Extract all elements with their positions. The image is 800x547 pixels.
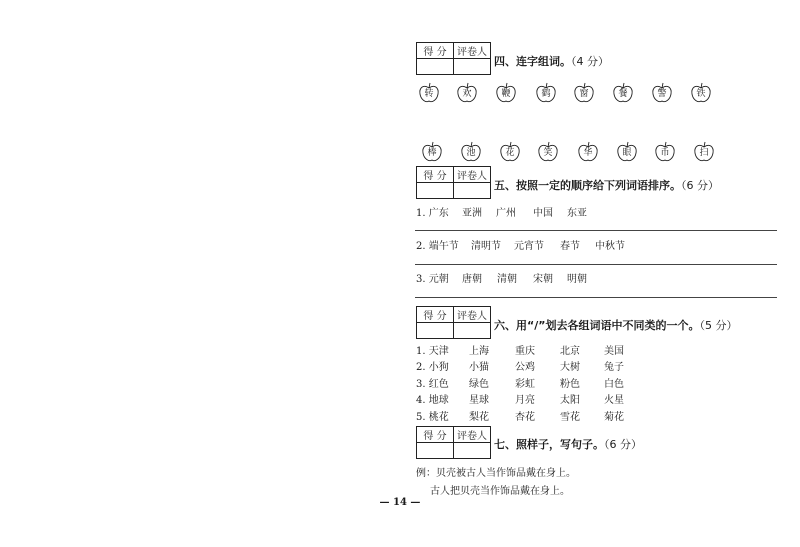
apple-char[interactable]: [418, 82, 440, 104]
word[interactable]: 月亮: [515, 395, 535, 406]
apple-char-text: 池: [466, 148, 476, 158]
apple-char-text: 铁: [696, 89, 706, 99]
word[interactable]: 火星: [604, 395, 624, 406]
example-sentence-1: 例：贝壳被古人当作饰品戴在身上。: [416, 468, 576, 479]
word[interactable]: 上海: [469, 346, 489, 357]
section-4-points: （4 分）: [571, 55, 609, 68]
section-7-heading: 七、照样子，写句子。: [494, 438, 604, 451]
apple-char-text: 眼: [622, 148, 632, 158]
word[interactable]: 菊花: [604, 412, 624, 423]
apple-char-text: 鹤: [541, 89, 551, 99]
grader-label: 评卷人: [454, 427, 491, 443]
apple-char-text: 花: [505, 148, 515, 158]
word: 亚洲: [462, 208, 482, 219]
word[interactable]: 2. 小狗: [416, 362, 449, 373]
apple-char[interactable]: [460, 141, 482, 163]
apple-char-text: 餐: [618, 89, 628, 99]
section-4-heading: 四、连字组词。: [494, 55, 571, 68]
example-sentence-2: 古人把贝壳当作饰品戴在身上。: [430, 486, 570, 497]
score-box: [416, 42, 491, 75]
score-label: 得 分: [417, 167, 454, 183]
word[interactable]: 公鸡: [515, 362, 535, 373]
apple-char-text: 笑: [543, 148, 553, 158]
grader-label: 评卷人: [454, 307, 491, 323]
apple-char[interactable]: [499, 141, 521, 163]
section-5-title: [494, 177, 719, 193]
word: 广州: [496, 208, 516, 219]
apple-char-text: 币: [660, 148, 670, 158]
grader-cell[interactable]: [454, 59, 491, 75]
apple-char[interactable]: [577, 141, 599, 163]
word[interactable]: 小猫: [469, 362, 489, 373]
apple-char[interactable]: [537, 141, 559, 163]
word: 3. 元朝: [416, 274, 449, 285]
grader-label: 评卷人: [454, 167, 491, 183]
apple-char[interactable]: [693, 141, 715, 163]
word: 清明节: [471, 241, 501, 252]
word: 中秋节: [595, 241, 625, 252]
word: 东亚: [567, 208, 587, 219]
apple-char-text: 欢: [462, 89, 472, 99]
word[interactable]: 重庆: [515, 346, 535, 357]
grader-cell[interactable]: [454, 323, 491, 339]
grader-cell[interactable]: [454, 443, 491, 459]
apple-char[interactable]: [535, 82, 557, 104]
word[interactable]: 大树: [560, 362, 580, 373]
apple-char-text: 窗: [579, 89, 589, 99]
word[interactable]: 杏花: [515, 412, 535, 423]
score-cell[interactable]: [417, 443, 454, 459]
word[interactable]: 1. 天津: [416, 346, 449, 357]
score-cell[interactable]: [417, 59, 454, 75]
apple-char[interactable]: [456, 82, 478, 104]
apple-char-text: 转: [424, 89, 434, 99]
answer-line[interactable]: [415, 264, 777, 265]
word[interactable]: 太阳: [560, 395, 580, 406]
apple-char[interactable]: [573, 82, 595, 104]
section-7-points: （6 分）: [604, 438, 642, 451]
score-cell[interactable]: [417, 183, 454, 199]
word: 宋朝: [533, 274, 553, 285]
word[interactable]: 5. 桃花: [416, 412, 449, 423]
score-box: [416, 166, 491, 199]
answer-line[interactable]: [415, 297, 777, 298]
section-5-points: （6 分）: [681, 179, 719, 192]
section-7-title: [494, 436, 642, 452]
word: 元宵节: [514, 241, 544, 252]
apple-char[interactable]: [616, 141, 638, 163]
grader-cell[interactable]: [454, 183, 491, 199]
section-6-points: （5 分）: [699, 319, 738, 332]
score-cell[interactable]: [417, 323, 454, 339]
word: 2. 端午节: [416, 241, 459, 252]
apple-char[interactable]: [654, 141, 676, 163]
score-label: 得 分: [417, 427, 454, 443]
word[interactable]: 绿色: [469, 379, 489, 390]
word[interactable]: 白色: [604, 379, 624, 390]
word[interactable]: 星球: [469, 395, 489, 406]
apple-char-text: 警: [657, 89, 667, 99]
word[interactable]: 兔子: [604, 362, 624, 373]
score-label: 得 分: [417, 307, 454, 323]
word[interactable]: 彩虹: [515, 379, 535, 390]
word: 清朝: [497, 274, 517, 285]
section-6-title: [494, 317, 737, 333]
page-number: — 14 —: [379, 497, 421, 508]
apple-char[interactable]: [612, 82, 634, 104]
word[interactable]: 4. 地球: [416, 395, 449, 406]
score-box: [416, 306, 491, 339]
word: 春节: [560, 241, 580, 252]
apple-char[interactable]: [421, 141, 443, 163]
grader-label: 评卷人: [454, 43, 491, 59]
apple-char-text: 棒: [427, 148, 437, 158]
word[interactable]: 北京: [560, 346, 580, 357]
score-label: 得 分: [417, 43, 454, 59]
word[interactable]: 3. 红色: [416, 379, 449, 390]
section-4-title: [494, 53, 609, 69]
apple-char[interactable]: [651, 82, 673, 104]
word[interactable]: 梨花: [469, 412, 489, 423]
word: 明朝: [567, 274, 587, 285]
word: 1. 广东: [416, 208, 449, 219]
word: 唐朝: [462, 274, 482, 285]
score-box: [416, 426, 491, 459]
word: 中国: [533, 208, 553, 219]
answer-line[interactable]: [415, 230, 777, 231]
word[interactable]: 粉色: [560, 379, 580, 390]
word[interactable]: 雪花: [560, 412, 580, 423]
apple-char[interactable]: [495, 82, 517, 104]
word[interactable]: 美国: [604, 346, 624, 357]
apple-char-text: 华: [583, 148, 593, 158]
section-5-heading: 五、按照一定的顺序给下列词语排序。: [494, 179, 681, 192]
apple-char-text: 扫: [699, 148, 709, 158]
apple-char-text: 鞭: [501, 89, 511, 99]
apple-char[interactable]: [690, 82, 712, 104]
section-6-heading: 六、用“/”划去各组词语中不同类的一个。: [494, 319, 700, 332]
